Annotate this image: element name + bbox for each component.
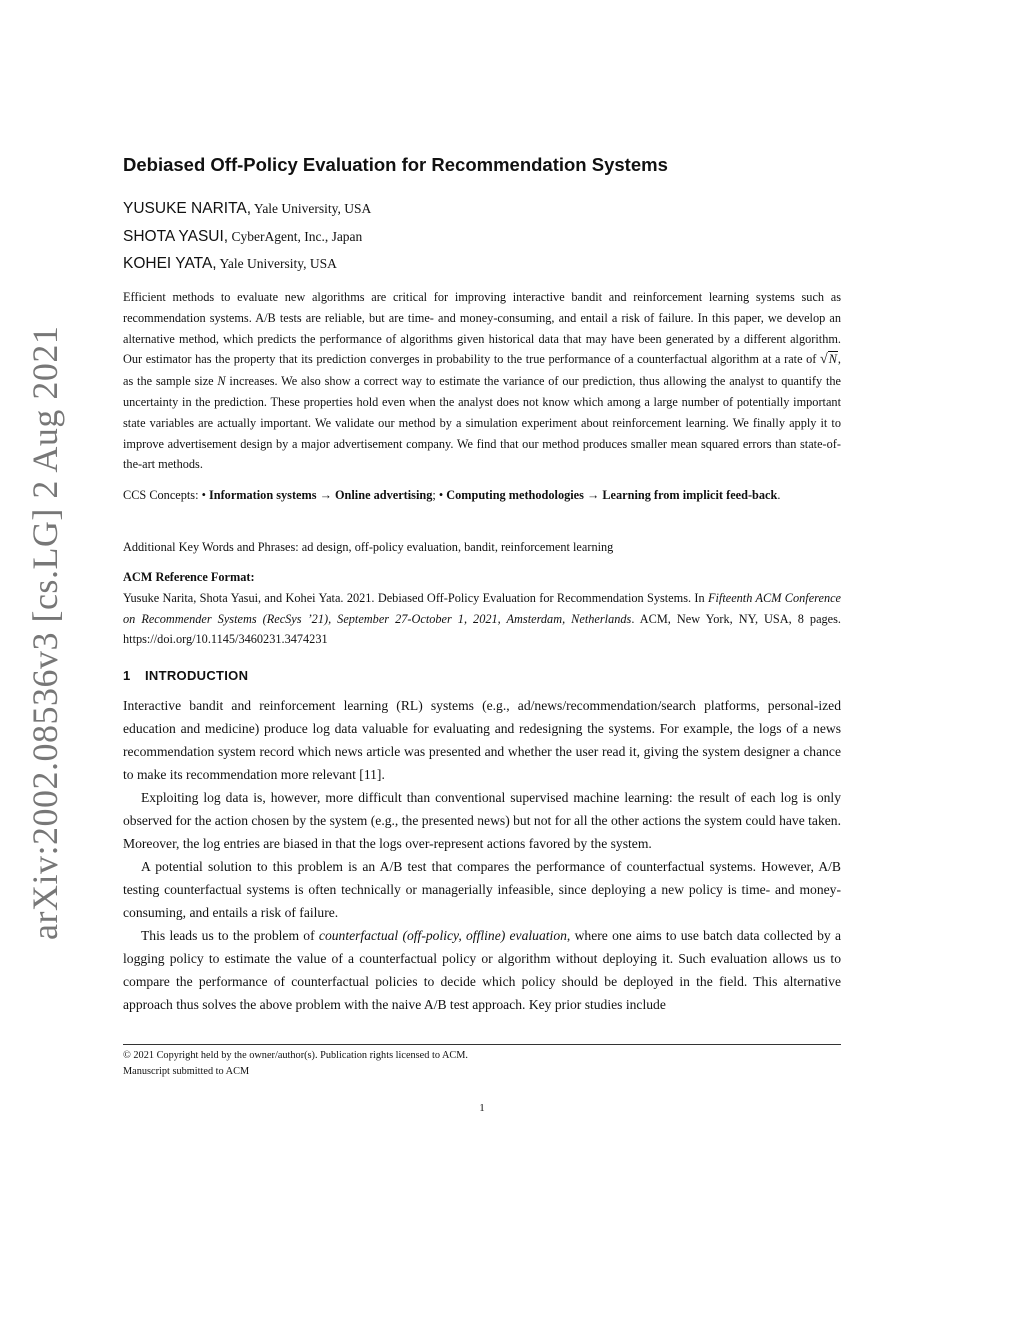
footnotes: [123, 1048, 841, 1080]
paragraph: Interactive bandit and reinforcement learning (RL) systems (e.g., ad/news/recommendation/search platforms, personal-ized education and medicine) produce log data valuable for evaluating and redesigning the systems. For example, the logs of a news recommendation system record which news article was presented and whether the user read it, giving the system designer a chance to make its recommendation more relevant [11].: [123, 698, 841, 782]
author-name: YUSUKE NARITA,: [123, 200, 252, 217]
paragraph-text: This leads us to the problem of: [141, 928, 319, 943]
ccs-label: CCS Concepts: •: [123, 488, 209, 502]
acm-reference: [123, 567, 841, 650]
radicand: N: [828, 352, 837, 367]
acm-reference-text: Yusuke Narita, Shota Yasui, and Kohei Yata. 2021. Debiased Off-Policy Evaluation for Recommendation Systems. In: [123, 590, 708, 605]
ccs-concept: Information systems → Online advertising: [208, 488, 433, 502]
author-affiliation: Yale University, USA: [251, 201, 372, 216]
paper-title: Debiased Off-Policy Evaluation for Recommendation Systems: [123, 154, 668, 175]
abstract: [123, 287, 841, 475]
paragraph: [123, 924, 841, 1016]
sqrt-n-math: [820, 349, 838, 371]
paragraph-text: , where one aims to use batch data collected by a logging policy to estimate the value of a counterfactual policy or algorithm without deploying it. Such evaluation allows us to compare the performance of counterfactual policies to decide which policy should be deployed in the field. This alternative approach thus solves the above problem with the naive A/B test approach. Key prior studies include: [123, 928, 842, 1012]
author-affiliation: CyberAgent, Inc., Japan: [228, 228, 363, 244]
copyright-notice: © 2021 Copyright held by the owner/author(s). Publication rights licensed to ACM.: [123, 1050, 469, 1061]
author-name: SHOTA YASUI,: [123, 227, 229, 245]
emphasized-term: counterfactual (off-policy, offline) evaluation: [318, 928, 567, 943]
author-name: KOHEI YATA,: [123, 255, 217, 272]
acm-reference-venue: Fifteenth ACM Conference on Recommender Systems (RecSys ’21), September 27-October 1, 2021, Amsterdam, Netherlands: [123, 590, 842, 626]
footnote-rule: [123, 1044, 841, 1045]
section-title: INTRODUCTION: [145, 668, 249, 683]
author-affiliation: Yale University, USA: [216, 256, 337, 271]
acm-reference-text: . ACM, New York, NY, USA, 8 pages. https://doi.org/10.1145/3460231.3474231: [123, 611, 841, 647]
section-heading: [123, 668, 841, 683]
page-number: 1: [479, 1102, 485, 1114]
ccs-concepts: [123, 485, 841, 506]
author-list: [123, 198, 841, 281]
acm-reference-heading: ACM Reference Format:: [123, 570, 255, 584]
abstract-text: increases. We also show a correct way to estimate the variance of our prediction, thus allowing the analyst to quantify the uncertainty in the prediction. These properties hold even when the analyst does not know which among a large number of potentially important state variables are actually important. We validate our method by a simulation experiment about reinforcement learning. We finally apply it to improve advertisement design by a major advertisement company. We find that our method produces smaller mean squared errors than state-of-the-art methods.: [123, 374, 841, 472]
arxiv-stamp: arXiv:2002.08536v3 [cs.LG] 2 Aug 2021: [25, 325, 65, 940]
paragraph: A potential solution to this problem is an A/B test that compares the performance of counterfactual systems. However, A/B testing counterfactual systems is often technically or managerially infeasible, since deploying a new policy is time- and money-consuming, and entails a risk of failure.: [123, 859, 841, 920]
keywords: Additional Key Words and Phrases: ad design, off-policy evaluation, bandit, reinforcement learning: [123, 540, 614, 554]
section-number: 1: [123, 668, 131, 683]
abstract-text: , as the sample size: [123, 352, 841, 389]
math-variable: N: [217, 374, 226, 389]
ccs-separator: ; •: [432, 488, 447, 502]
author-entry: [123, 226, 841, 254]
author-entry: [123, 198, 841, 226]
ccs-end: .: [777, 488, 781, 502]
author-entry: [123, 253, 841, 281]
abstract-text: Efficient methods to evaluate new algorithms are critical for improving interactive bandit and reinforcement learning systems such as recommendation systems. A/B tests are reliable, but are time- and money-consuming, and entail a risk of failure. In this paper, we develop an alternative method, which predicts the performance of algorithms given historical data that may have been generated by a different algorithm. Our estimator has the property that its prediction converges in probability to the true performance of a counterfactual algorithm at a rate of: [123, 290, 841, 367]
radical-symbol: √: [820, 352, 828, 368]
section-body: [123, 694, 841, 1016]
paragraph: Exploiting log data is, however, more difficult than conventional supervised machine learning: the result of each log is only observed for the action chosen by the system (e.g., the presented news) but not for all the other actions the system could have taken. Moreover, the log entries are biased in that the logs over-represent actions favored by the system.: [123, 790, 841, 851]
ccs-concept: Computing methodologies → Learning from implicit feed-back: [446, 488, 778, 502]
manuscript-notice: Manuscript submitted to ACM: [123, 1066, 250, 1077]
